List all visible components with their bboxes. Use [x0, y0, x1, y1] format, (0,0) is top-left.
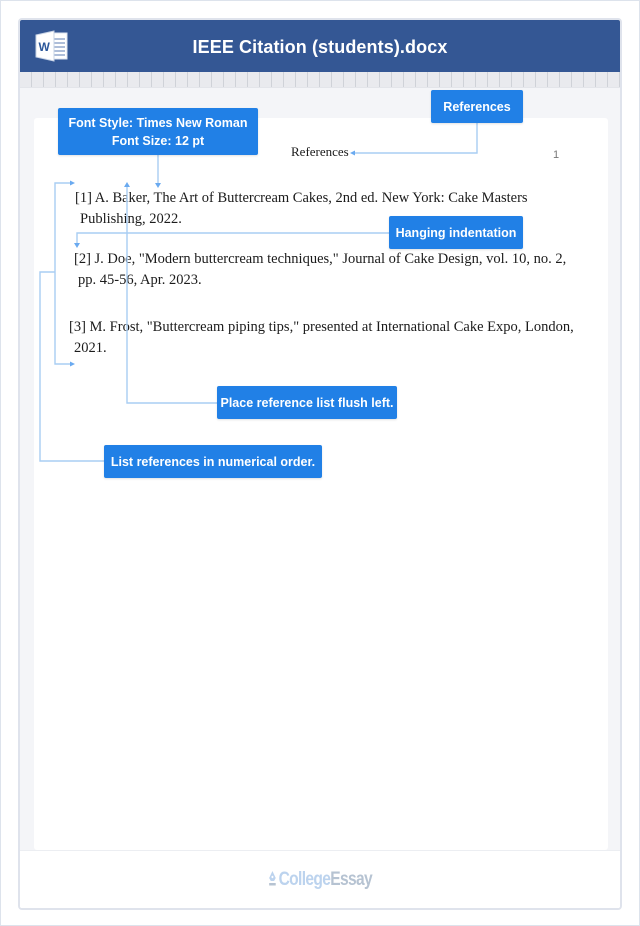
references-heading: References	[291, 144, 349, 159]
brand-logo	[74, 869, 566, 891]
reference-1-line-1: [1] A. Baker, The Art of Buttercream Cakes, 2nd ed. New York: Cake Masters	[75, 190, 528, 206]
reference-1-line-2: Publishing, 2022.	[80, 211, 182, 227]
hanging-indentation-text: Hanging indentation	[395, 225, 517, 240]
hanging-indentation-callout	[389, 216, 523, 249]
flush-left-callout	[217, 386, 397, 419]
window-title: IEEE Citation (students).docx	[192, 37, 448, 57]
title-bar	[20, 20, 620, 72]
reference-3-line-2: 2021.	[74, 340, 107, 356]
font-style-text: Font Style: Times New Roman	[68, 115, 248, 130]
brand-college: College	[278, 869, 331, 890]
font-style-callout	[58, 108, 258, 155]
page-number: 1	[553, 149, 560, 161]
ruler	[20, 72, 620, 88]
reference-2-line-2: pp. 45-56, Apr. 2023.	[78, 272, 202, 288]
footer	[20, 850, 620, 910]
numerical-order-text: List references in numerical order.	[110, 454, 316, 469]
numerical-order-callout	[104, 445, 322, 478]
flush-left-text: Place reference list flush left.	[220, 395, 394, 410]
reference-2-line-1: [2] J. Doe, "Modern buttercream techniques," Journal of Cake Design, vol. 10, no. 2,	[74, 251, 567, 267]
references-callout	[431, 90, 523, 123]
svg-text:W: W	[38, 40, 50, 54]
reference-3-line-1: [3] M. Frost, "Buttercream piping tips," presented at International Cake Expo, London,	[69, 319, 574, 335]
references-callout-text: References	[443, 99, 511, 114]
pen-nib-icon	[268, 870, 276, 886]
font-size-text: Font Size: 12 pt	[111, 133, 205, 148]
brand-essay: Essay	[330, 869, 373, 890]
